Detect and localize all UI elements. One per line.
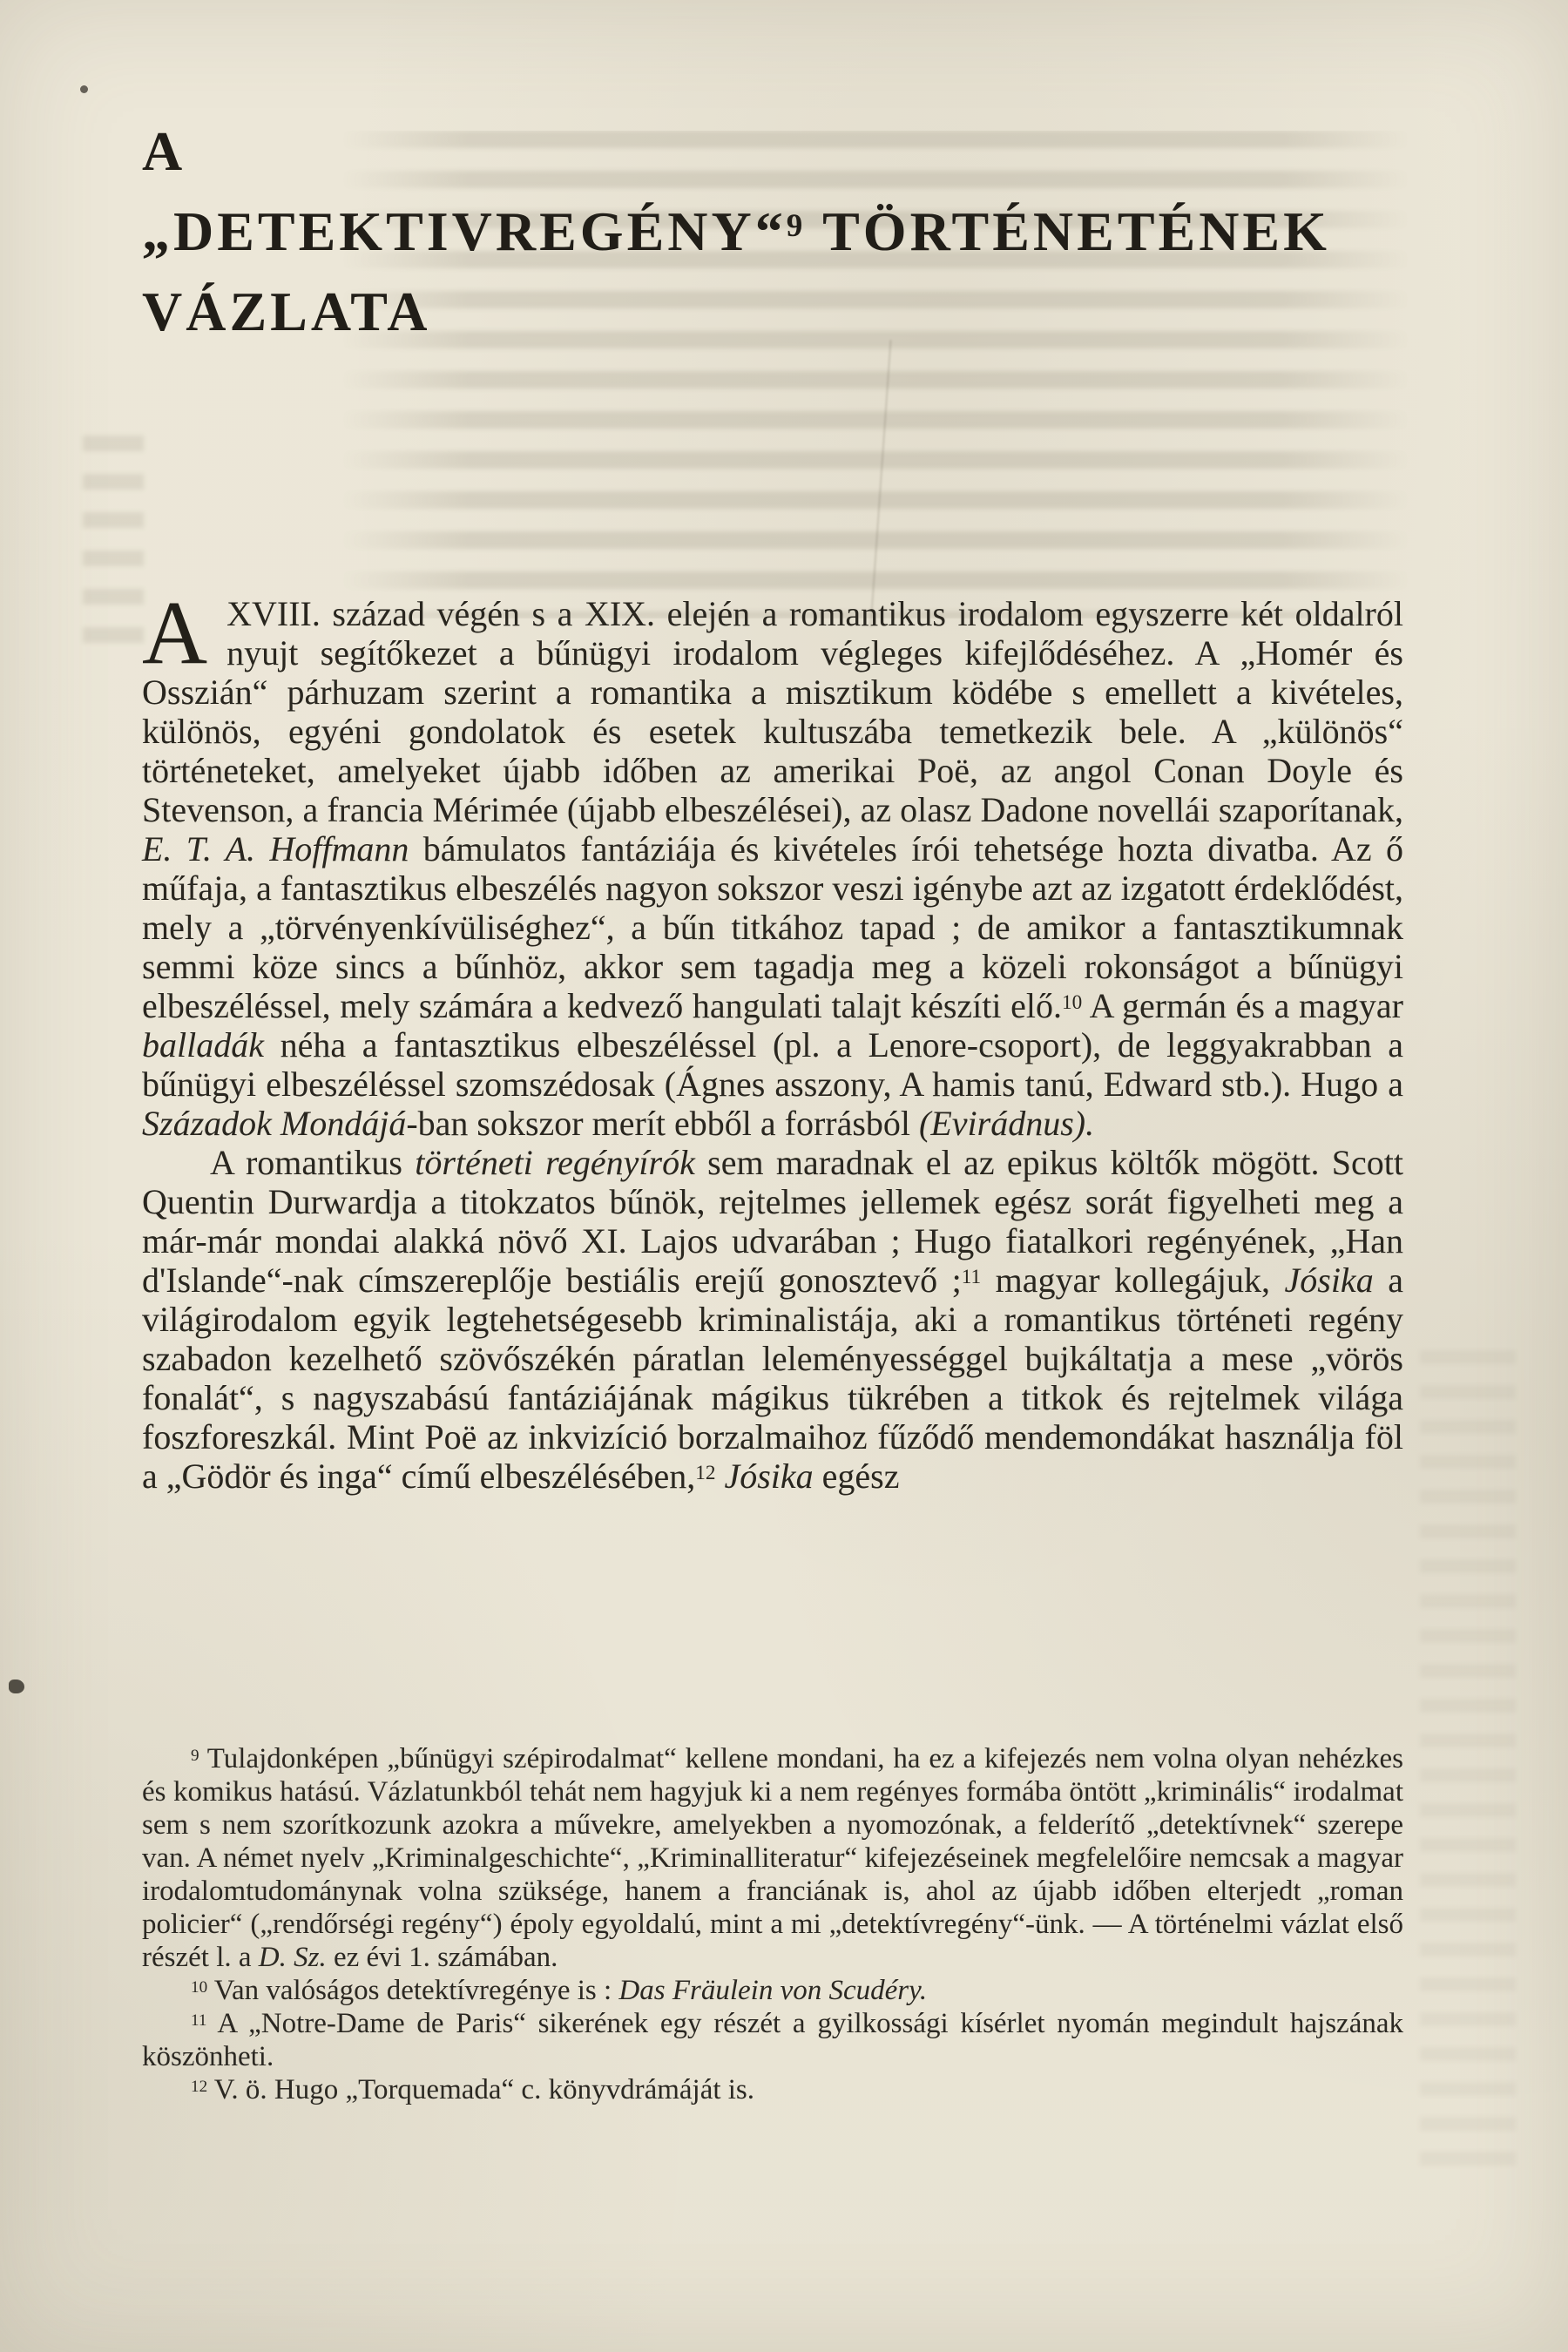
article-title <box>142 112 1330 352</box>
footnote-12: $^{12}$ V. ö. Hugo „Torquemada“ c. könyvdrámáját is. <box>191 2074 755 2105</box>
footnote-9: $^9$ Tulajdonképen „bűnügyi szépirodalmat“ kellene mondani, ha ez a kifejezés nem volna olyan nehézkes és komikus hatású. Vázlatunkból tehát nem hagyjuk ki a nem regényes formába öntött „kriminális“ irodalmat sem s nem szorítkozunk azokra a művekre, amelyekben a nyomozónak, a felderítő „detektívnek“ szerepe van. A német nyelv „Kriminalgeschichte“, „Kriminalliteratur“ kifejezéseinek megfelelőire nemcsak a magyar irodalomtudománynak volna szüksége, hanem a franciának is, ahol az újabb időben elterjedt „roman policier“ („rendőrségi regény“) époly egyoldalú, mint a mi „detektívregény“-ünk. — A történelmi vázlat első részét l. a D. Sz. ez évi 1. számában. <box>142 1743 1403 1973</box>
paragraph-2: A romantikus történeti regényírók sem maradnak el az epikus költők mögött. Scott Quentin Durwardja a titokzatos bűnök, rejtelmes jellemek egész sorát figyelheti meg a már-már mondai alakká növő XI. Lajos udvarában ; Hugo fiatalkori regényének, „Han d'Islande“-nak címszereplője bestiális erejű gonosztevő ;$^{11}$ magyar kollegájuk, Jósika a világirodalom egyik legtehetségesebb kriminalistája, aki a romantikus történeti regény szabadon kezelhető szövőszékén páratlan leleményességgel bujkáltatja a mese „vörös fonalát“, s nagyszabású fantáziájának mágikus tükrében a titkok és rejtelmek világa foszforeszkál. Mint Poë az inkvizíció borzalmaihoz fűződő mendemondákat használja föl a „Gödör és inga“ című elbeszélésében,$^{12}$ Jósika egész <box>142 1143 1403 1496</box>
ink-speck <box>9 1680 24 1693</box>
footnote-11: $^{11}$ A „Notre-Dame de Paris“ sikerének egy részét a gyilkossági kísérlet nyomán megindult hajszának köszönheti. <box>142 2008 1403 2072</box>
drop-cap: A <box>142 583 208 683</box>
footnote-10: $^{10}$ Van valóságos detektívregénye is : Das Fräulein von Scudéry. <box>191 1975 928 2006</box>
bleed-through-texture-left <box>83 436 144 662</box>
bleed-through-texture-right <box>1420 1350 1516 2178</box>
paper-crease <box>869 340 891 626</box>
title-line-3: VÁZLATA <box>142 280 431 342</box>
footnotes-section <box>142 1742 1403 2106</box>
ink-speck <box>80 85 88 93</box>
paragraph-1-text: XVIII. század végén s a XIX. elején a romantikus irodalom egyszerre két oldalról nyujt segítőkezet a bűnügyi irodalom végleges kifejlődéséhez. A „Homér és Osszián“ párhuzam szerint a romantika a misztikum ködébe s emellett a kivételes, különös, egyéni gondolatok és esetek kultuszába temetkezik bele. A „különös“ történeteket, amelyeket újabb időben az amerikai Poë, az angol Conan Doyle és Stevenson, a francia Mérimée (újabb elbeszélései), az olasz Dadone novellái szaporítanak, E. T. A. Hoffmann bámulatos fantáziája és kivételes írói tehetsége hozta divatba. Az ő műfaja, a fantasztikus elbeszélés nagyon sokszor veszi igénybe azt az izgatott érdeklődést, mely a „törvényenkívüliséghez“, a bűn titkához tapad ; de amikor a fantasztikumnak semmi köze sincs a bűnhöz, akkor sem tagadja meg a közeli rokonságot a bűnügyi elbeszéléssel, mely számára a kedvező hangulati talajt készíti elő.$^{10}$ A germán és a magyar balladák néha a fantasztikus elbeszéléssel (pl. a Lenore-csoport), de leggyakrabban a bűnügyi elbeszéléssel szomszédosak (Ágnes asszony, A hamis tanú, Edward stb.). Hugo a Századok Mondájá-ban sokszor merít ebből a forrásból (Evirádnus). <box>142 594 1404 1143</box>
article-body <box>142 583 1404 1496</box>
title-line-2: „DETEKTIVREGÉNY“$^9$ TÖRTÉNETÉNEK <box>142 200 1330 262</box>
title-line-1: A <box>142 120 186 182</box>
paragraph-1 <box>142 583 1404 1143</box>
